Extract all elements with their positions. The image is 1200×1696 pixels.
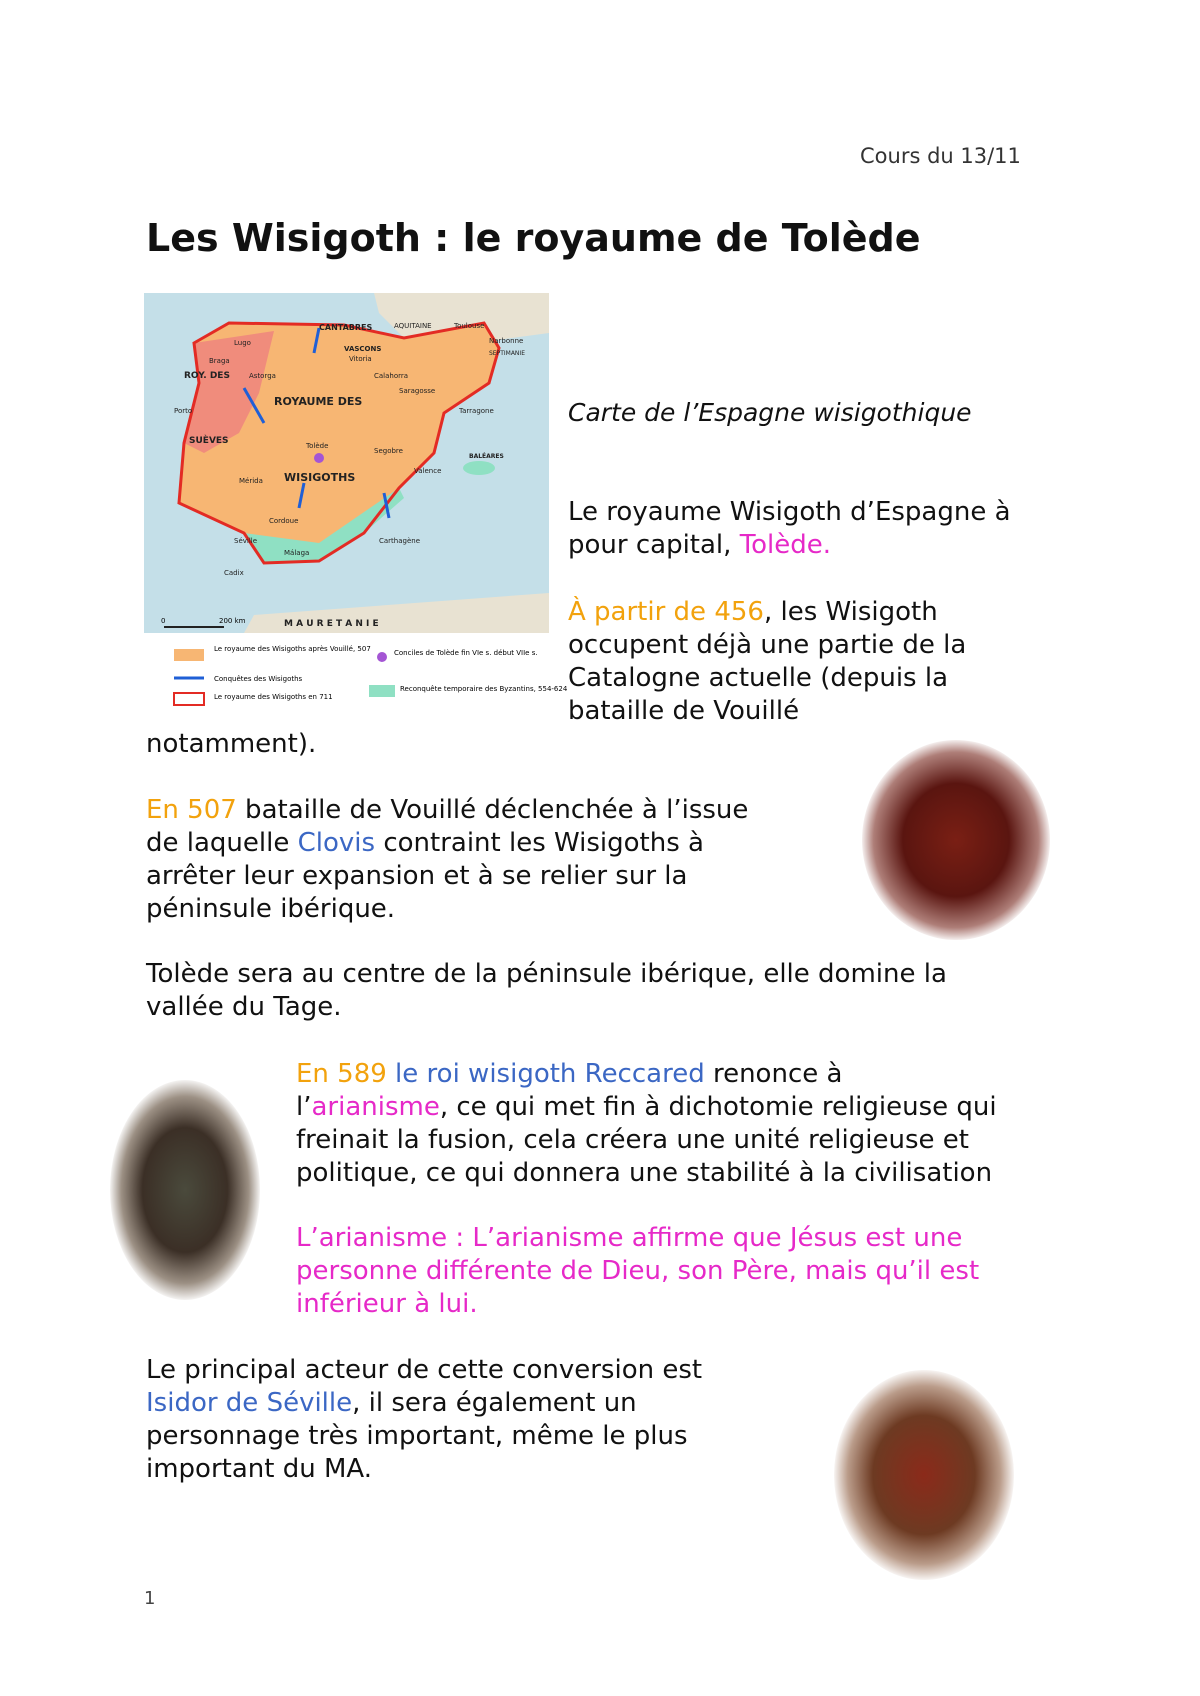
paragraph-tolede-centre: Tolède sera au centre de la péninsule ibérique, elle domine la vallée du Tage. <box>146 959 947 1022</box>
legend-conquests: Conquêtes des Wisigoths <box>214 675 303 683</box>
map-label: BALÉARES <box>469 453 504 460</box>
paragraph-589: En 589 le roi wisigoth Reccared renonce à l’arianisme, ce qui met fin à dichotomie religieuse qui freinait la fusion, cela créera une unité religieuse et politique, ce qui donnera une stabilité à la civilisation <box>296 1059 997 1188</box>
highlight-589: En 589 <box>296 1059 387 1089</box>
highlight-isidore: Isidor de Séville <box>146 1388 353 1418</box>
map-label: SUÈVES <box>189 436 229 446</box>
map-scale-km: 200 km <box>219 617 246 625</box>
paragraph-456: À partir de 456, les Wisigoth occupent déjà une partie de la Catalogne actuelle (depuis la bataille de Vouillé <box>568 597 967 726</box>
map-label: Cadix <box>224 569 244 577</box>
map-label: Lugo <box>234 339 251 347</box>
map-label: Tolède <box>306 442 329 450</box>
map-label: Valence <box>414 467 442 475</box>
highlight-reccared: le roi wisigoth Reccared <box>386 1059 705 1089</box>
highlight-tolede: Tolède. <box>739 530 832 560</box>
legend-swatch-council <box>377 652 387 662</box>
map-label: ROYAUME DES <box>274 395 363 408</box>
map-label: M A U R E T A N I E <box>284 619 379 629</box>
legend-swatch-byzantine <box>369 685 395 697</box>
page-number: 1 <box>144 1588 156 1609</box>
map-label: SEPTIMANIE <box>489 350 525 357</box>
map-label: WISIGOTHS <box>284 471 356 484</box>
map-label: Carthagène <box>379 537 421 545</box>
map-scale-zero: 0 <box>161 617 166 625</box>
course-date: Cours du 13/11 <box>860 144 1021 168</box>
portrait-isidore <box>834 1370 1014 1580</box>
map-label: CANTABRES <box>319 323 373 332</box>
map-label: Tarragone <box>459 407 494 415</box>
paragraph-456-end: notamment). <box>146 729 317 759</box>
legend-711: Le royaume des Wisigoths en 711 <box>214 693 333 701</box>
map-label: AQUITAINE <box>394 322 432 330</box>
map-baleares <box>463 461 495 475</box>
paragraph-capital: Le royaume Wisigoth d’Espagne à pour capital, Tolède. <box>568 497 1011 560</box>
map-label: Braga <box>209 357 230 365</box>
map-label: VASCONS <box>344 345 382 353</box>
map-label: Saragosse <box>399 387 436 395</box>
definition-arianisme: L’arianisme : L’arianisme affirme que Jésus est une personne différente de Dieu, son Père, mais qu’il est inférieur à lui. <box>296 1223 980 1319</box>
paragraph-507: En 507 bataille de Vouillé déclenchée à l’issue de laquelle Clovis contraint les Wisigoths à arrêter leur expansion et à se relier sur la péninsule ibérique. <box>146 795 749 924</box>
map-label: Vitoria <box>349 355 372 363</box>
map-caption: Carte de l’Espagne wisigothique <box>568 398 972 427</box>
portrait-reccared <box>110 1080 260 1300</box>
highlight-clovis: Clovis <box>297 828 376 858</box>
map-label: Mérida <box>239 477 263 485</box>
map-visigothic-spain <box>144 293 568 733</box>
map-label: Porto <box>174 407 193 415</box>
page-title: Les Wisigoth : le royaume de Tolède <box>146 216 921 260</box>
map-label: Toulouse <box>454 322 485 330</box>
map-label: Astorga <box>249 372 276 380</box>
map-label: Cordoue <box>269 517 299 525</box>
highlight-arianisme: arianisme <box>311 1092 440 1122</box>
portrait-clovis <box>862 740 1050 940</box>
map-label: Málaga <box>284 549 310 557</box>
legend-kingdom: Le royaume des Wisigoths après Vouillé, 507 <box>214 645 371 653</box>
map-label: Séville <box>234 537 258 545</box>
map-council-dot <box>314 453 324 463</box>
legend-councils: Conciles de Tolède fin VIe s. début VIIe s. <box>394 649 538 657</box>
map-label: ROY. DES <box>184 371 230 381</box>
map-label: Narbonne <box>489 337 524 345</box>
highlight-507: En 507 <box>146 795 237 825</box>
paragraph-isidore: Le principal acteur de cette conversion est Isidor de Séville, il sera également un personnage très important, même le plus important du MA. <box>146 1355 703 1484</box>
legend-swatch-kingdom <box>174 649 204 661</box>
legend-byzantine: Reconquête temporaire des Byzantins, 554-624 <box>400 685 568 693</box>
map-label: Calahorra <box>374 372 409 380</box>
highlight-456: À partir de 456 <box>568 597 764 627</box>
map-label: Segobre <box>374 447 403 455</box>
